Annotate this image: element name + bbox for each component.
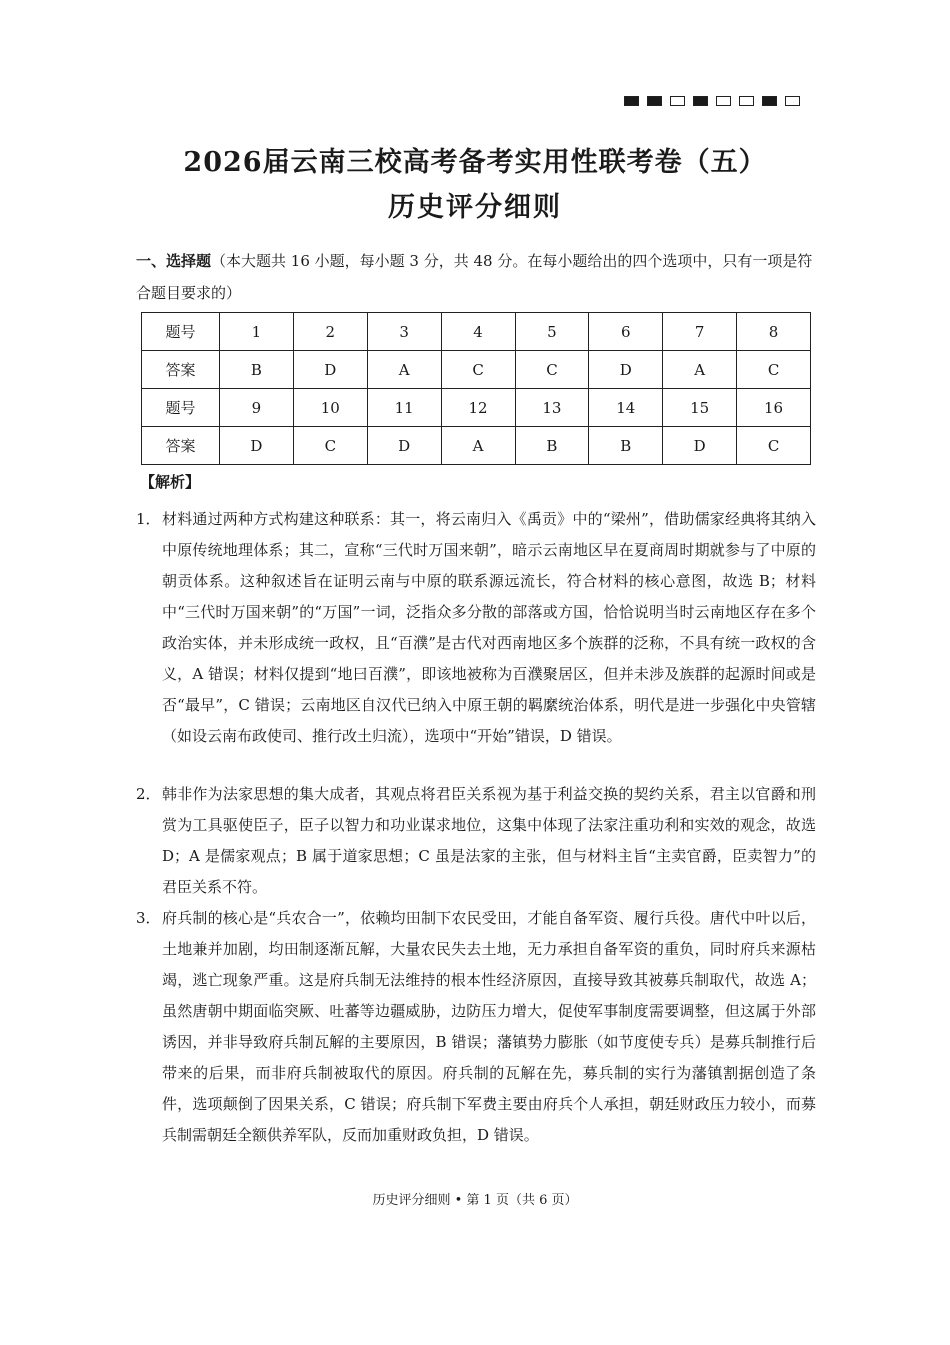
row-header-cell: 题号 [142,313,220,351]
table-cell: D [367,427,441,465]
table-row [142,313,811,351]
table-cell: 10 [293,389,367,427]
row-header-cell: 答案 [142,351,220,389]
table-cell: 15 [663,389,737,427]
row-header-cell: 答案 [142,427,220,465]
table-row [142,351,811,389]
item-number: 3． [136,909,161,927]
analysis-heading: 【解析】 [140,473,201,491]
corner-mark [693,96,708,106]
analysis-item-1 [136,504,816,752]
table-cell: C [737,427,811,465]
page-title: 2026届云南三校高考备考实用性联考卷（五） [183,147,767,178]
table-cell: 5 [515,313,589,351]
table-cell: C [515,351,589,389]
table-cell: 6 [589,313,663,351]
corner-mark [647,96,662,106]
table-cell: 12 [441,389,515,427]
table-cell: B [515,427,589,465]
row-header-cell: 题号 [142,389,220,427]
table-cell: D [663,427,737,465]
table-cell: 8 [737,313,811,351]
analysis-item-2 [136,779,816,903]
table-cell: C [737,351,811,389]
table-cell: D [293,351,367,389]
corner-mark [624,96,639,106]
table-cell: A [367,351,441,389]
table-cell: 14 [589,389,663,427]
table-cell: 3 [367,313,441,351]
table-cell: A [663,351,737,389]
corner-mark [785,96,800,106]
section-heading: 一、选择题 [136,252,212,270]
table-cell: A [441,427,515,465]
page-subtitle: 历史评分细则 [388,192,562,223]
item-text: 韩非作为法家思想的集大成者，其观点将君臣关系视为基于利益交换的契约关系，君主以官爵和刑赏为工具驱使臣子，臣子以智力和功业谋求地位，这集中体现了法家注重功利和实效的观念，故选 D；A 是儒家观点；B 属于道家思想；C 虽是法家的主张，但与材料主旨“主卖官爵，臣卖智力”的君臣关系不符。 [162,785,816,896]
section-note: （本大题共 16 小题，每小题 3 分，共 48 分。在每小题给出的四个选项中，只有一项是符合题目要求的） [136,252,813,302]
corner-mark [670,96,685,106]
table-cell: 13 [515,389,589,427]
table-cell: 1 [220,313,294,351]
table-row [142,389,811,427]
item-number: 2． [136,785,161,803]
table-cell: C [293,427,367,465]
table-cell: B [220,351,294,389]
table-cell: 2 [293,313,367,351]
section-header [136,245,816,309]
table-cell: 11 [367,389,441,427]
table-cell: D [589,351,663,389]
item-number: 1． [136,510,161,528]
corner-mark [716,96,731,106]
item-text: 府兵制的核心是“兵农合一”，依赖均田制下农民受田，才能自备军资、履行兵役。唐代中叶以后，土地兼并加剧，均田制逐渐瓦解，大量农民失去土地，无力承担自备军资的重负，同时府兵来源枯竭，逃亡现象严重。这是府兵制无法维持的根本性经济原因，直接导致其被募兵制取代，故选 A；虽然唐朝中期面临突厥、吐蕃等边疆威胁，边防压力增大，促使军事制度需要调整，但这属于外部诱因，并非导致府兵制瓦解的主要原因，B 错误；藩镇势力膨胀（如节度使专兵）是募兵制推行后带来的后果，而非府兵制被取代的原因。府兵制的瓦解在先，募兵制的实行为藩镇割据创造了条件，选项颠倒了因果关系，C 错误；府兵制下军费主要由府兵个人承担，朝廷财政压力较小，而募兵制需朝廷全额供养军队，反而加重财政负担，D 错误。 [162,909,816,1144]
table-cell: 9 [220,389,294,427]
table-row [142,427,811,465]
table-cell: 16 [737,389,811,427]
page-footer: 历史评分细则 • 第 1 页（共 6 页） [372,1193,578,1208]
table-cell: 7 [663,313,737,351]
corner-marks [624,96,800,106]
corner-mark [762,96,777,106]
table-cell: C [441,351,515,389]
answer-table [141,312,811,465]
analysis-item-3 [136,903,816,1151]
corner-mark [739,96,754,106]
table-cell: 4 [441,313,515,351]
item-text: 材料通过两种方式构建这种联系：其一，将云南归入《禹贡》中的“梁州”，借助儒家经典将其纳入中原传统地理体系；其二，宣称“三代时万国来朝”，暗示云南地区早在夏商周时期就参与了中原的朝贡体系。这种叙述旨在证明云南与中原的联系源远流长，符合材料的核心意图，故选 B；材料中“三代时万国来朝”的“万国”一词，泛指众多分散的部落或方国，恰恰说明当时云南地区存在多个政治实体，并未形成统一政权，且“百濮”是古代对西南地区多个族群的泛称，不具有统一政权的含义，A 错误；材料仅提到“地曰百濮”，即该地被称为百濮聚居区，但并未涉及族群的起源时间或是否“最早”，C 错误；云南地区自汉代已纳入中原王朝的羁縻统治体系，明代是进一步强化中央管辖（如设云南布政使司、推行改土归流），选项中“开始”错误，D 错误。 [162,510,816,745]
table-cell: B [589,427,663,465]
table-cell: D [220,427,294,465]
